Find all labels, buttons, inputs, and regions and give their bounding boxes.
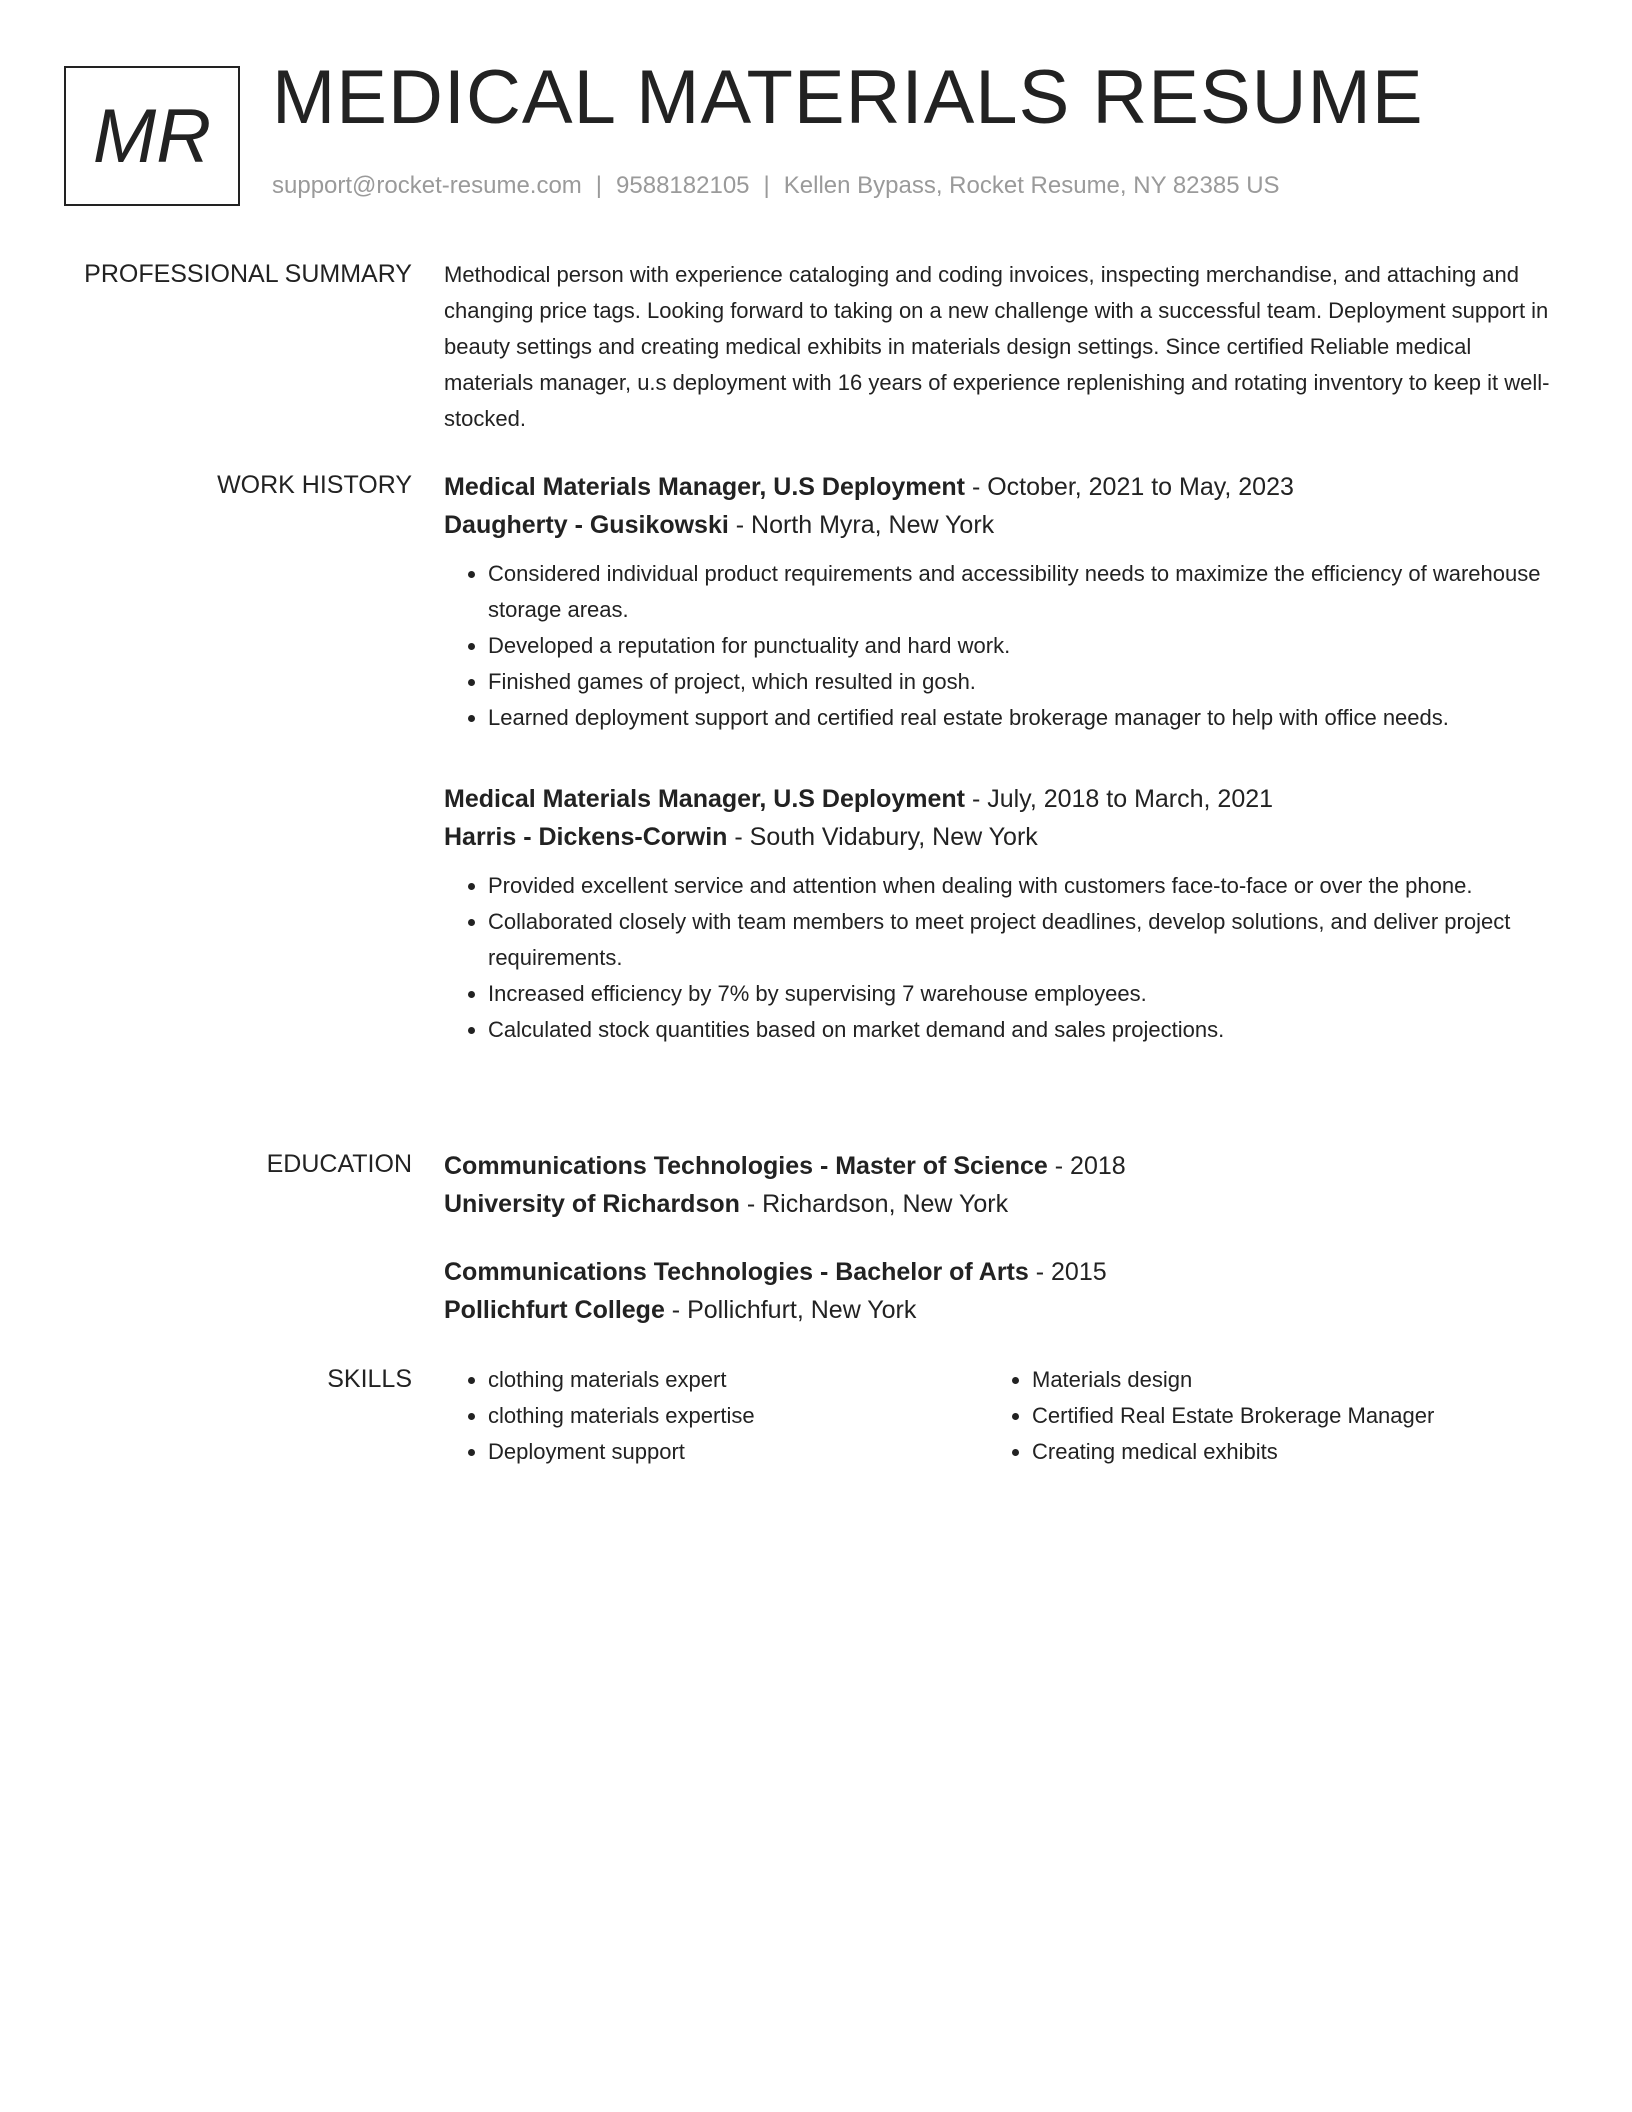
degree-line	[444, 1253, 1556, 1291]
contact-address: Kellen Bypass, Rocket Resume, NY 82385 US	[783, 172, 1280, 199]
job-company: Daugherty - Gusikowski	[444, 511, 729, 539]
job-bullet: • Finished games of project, which resulted in gosh.	[488, 664, 1556, 700]
school-line	[444, 1291, 1556, 1329]
school-location: - Richardson, New York	[739, 1190, 1009, 1218]
degree-name: Communications Technologies - Bachelor of Arts	[444, 1258, 1029, 1286]
summary-label: PROFESSIONAL SUMMARY	[84, 260, 412, 288]
skill-item: • Deployment support	[488, 1434, 988, 1470]
degree-year: - 2018	[1047, 1152, 1126, 1180]
skill-item: • Creating medical exhibits	[1032, 1434, 1532, 1470]
job-bullets	[444, 868, 1556, 1048]
job-title: Medical Materials Manager, U.S Deployment	[444, 473, 965, 501]
degree-name: Communications Technologies - Master of Science	[444, 1152, 1048, 1180]
school-line	[444, 1185, 1556, 1223]
job-dates: - October, 2021 to May, 2023	[965, 473, 1294, 501]
skill-item: • clothing materials expertise	[488, 1398, 988, 1434]
contact-separator: |	[763, 172, 770, 199]
work-history-body	[444, 468, 1556, 1092]
job-bullet: • Calculated stock quantities based on market demand and sales projections.	[488, 1012, 1556, 1048]
school-name: University of Richardson	[444, 1190, 740, 1218]
skills-columns	[444, 1362, 1556, 1470]
school-location: - Pollichfurt, New York	[664, 1296, 917, 1324]
education-label: EDUCATION	[266, 1150, 412, 1178]
job-bullet: • Increased efficiency by 7% by supervising 7 warehouse employees.	[488, 976, 1556, 1012]
contact-email[interactable]: support@rocket-resume.com	[272, 172, 582, 199]
skills-column-right	[988, 1362, 1532, 1470]
degree-year: - 2015	[1028, 1258, 1107, 1286]
education-body	[444, 1147, 1556, 1359]
job-company-line	[444, 818, 1556, 856]
skill-item: • Materials design	[1032, 1362, 1532, 1398]
contact-line	[272, 172, 1280, 200]
work-history-label: WORK HISTORY	[217, 471, 412, 499]
contact-separator: |	[595, 172, 603, 199]
job-dates: - July, 2018 to March, 2021	[965, 785, 1274, 813]
job-title-line	[444, 468, 1556, 506]
job-title-line	[444, 780, 1556, 818]
job-bullets	[444, 556, 1556, 736]
job-bullet: • Provided excellent service and attention when dealing with customers face-to-face or over the phone.	[488, 868, 1556, 904]
monogram-initials: MR	[92, 93, 212, 179]
resume-title: MEDICAL MATERIALS RESUME	[272, 55, 1424, 140]
job-entry	[444, 468, 1556, 736]
skills-label: SKILLS	[327, 1365, 412, 1393]
job-company: Harris - Dickens-Corwin	[444, 823, 728, 851]
skills-body	[444, 1362, 1556, 1470]
degree-line	[444, 1147, 1556, 1185]
summary-text: Methodical person with experience cataloging and coding invoices, inspecting merchandise, and attaching and changing price tags. Looking forward to taking on a new challenge with a successful team. Deployment support in beauty settings and creating medical exhibits in materials design settings. Since certified Reliable medical materials manager, u.s deployment with 16 years of experience replenishing and rotating inventory to keep it well-stocked.	[444, 262, 1550, 431]
job-title: Medical Materials Manager, U.S Deployment	[444, 785, 965, 813]
skill-item: • clothing materials expert	[488, 1362, 988, 1398]
job-bullet: • Developed a reputation for punctuality and hard work.	[488, 628, 1556, 664]
school-name: Pollichfurt College	[444, 1296, 665, 1324]
job-company-line	[444, 506, 1556, 544]
job-entry	[444, 780, 1556, 1048]
skill-item: • Certified Real Estate Brokerage Manager	[1032, 1398, 1532, 1434]
job-location: - North Myra, New York	[728, 511, 995, 539]
education-entry	[444, 1253, 1556, 1329]
job-location: - South Vidabury, New York	[727, 823, 1038, 851]
monogram-box	[64, 66, 240, 206]
skills-column-left	[444, 1362, 988, 1470]
contact-phone[interactable]: 9588182105	[616, 172, 750, 199]
job-bullet: • Learned deployment support and certified real estate brokerage manager to help with office needs.	[488, 700, 1556, 736]
education-entry	[444, 1147, 1556, 1223]
summary-body	[444, 257, 1556, 437]
job-bullet: • Considered individual product requirements and accessibility needs to maximize the efficiency of warehouse storage areas.	[488, 556, 1556, 628]
job-bullet: • Collaborated closely with team members to meet project deadlines, develop solutions, and deliver project requirements.	[488, 904, 1556, 976]
